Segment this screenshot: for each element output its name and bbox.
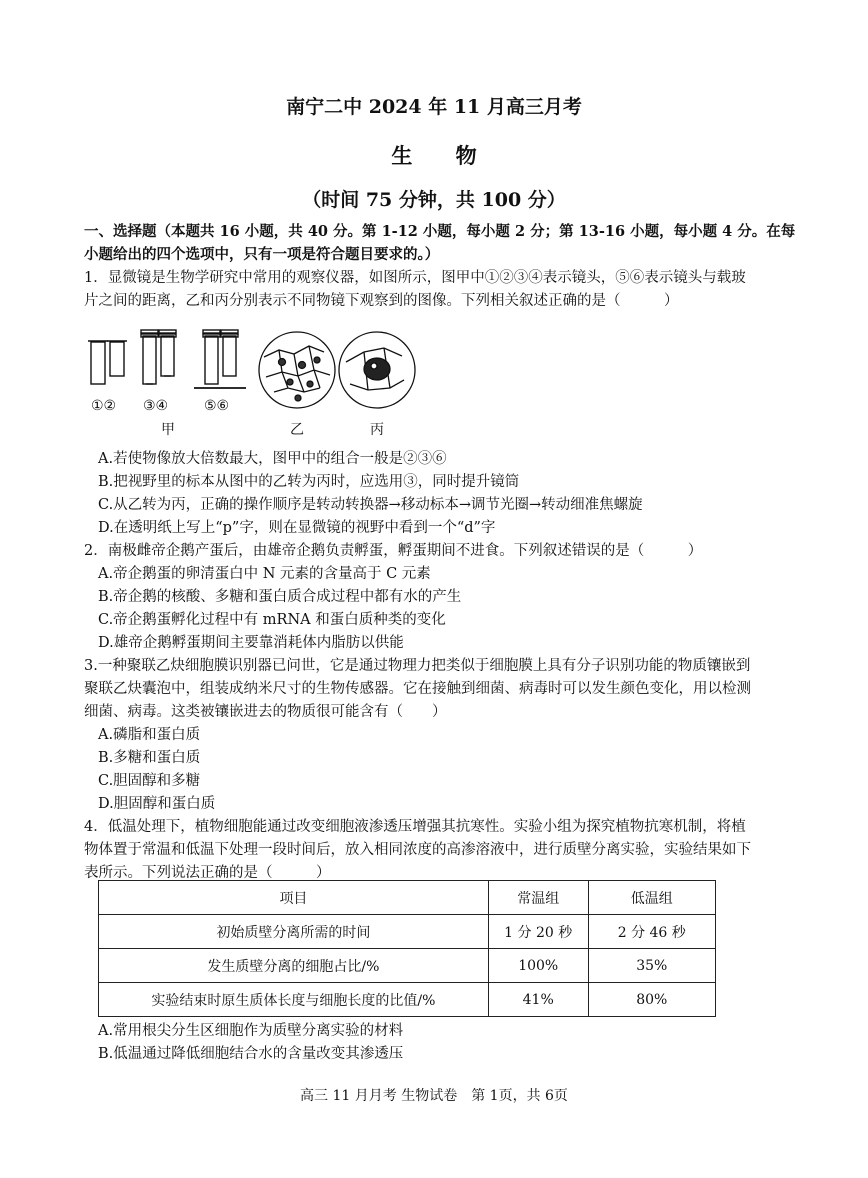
q3-stem-cont: 聚联乙炔囊泡中，组装成纳米尺寸的生物传感器。它在接触到细菌、病毒时可以发生颜色变化，用以检测 [84, 681, 751, 697]
eyepiece-lenses-icon [88, 341, 127, 384]
q2-option-c: C.帝企鹅蛋孵化过程中有 mRNA 和蛋白质种类的变化 [98, 612, 446, 628]
q2-option-b: B.帝企鹅的核酸、多糖和蛋白质合成过程中都有水的产生 [98, 589, 462, 605]
page-footer: 高三 11 月月考 生物试卷 第 1页，共 6页 [300, 1088, 568, 1104]
q2-option-d: D.雄帝企鹅孵蛋期间主要靠消耗体内脂肪以供能 [98, 635, 404, 651]
label-eyepieces: ①② [91, 398, 117, 414]
table-header-cell: 低温组 [588, 881, 715, 915]
q3-stem: 3.一种聚联乙炔细胞膜识别器已问世，它是通过物理力把类似于细胞膜上具有分子识别功能的物质镶嵌到 [84, 658, 751, 674]
subject-title: 生 物 [391, 143, 495, 168]
q4-stem-cont2: 表所示。下列说法正确的是（ ） [84, 865, 331, 881]
q3-option-b: B.多糖和蛋白质 [98, 750, 201, 766]
table-cell: 实验结束时原生质体长度与细胞长度的比值/% [99, 983, 489, 1017]
q1-stem: 1．显微镜是生物学研究中常用的观察仪器，如图所示，图甲中①②③④表示镜头，⑤⑥表示镜头与载玻 [84, 270, 746, 286]
q1-option-d: D.在透明纸上写上“p”字，则在显微镜的视野中看到一个“d”字 [98, 520, 496, 536]
table-cell: 35% [588, 949, 715, 983]
q3-stem-cont2: 细菌、病毒。这类被镶嵌进去的物质很可能含有（ ） [84, 704, 447, 720]
table-header-cell: 常温组 [488, 881, 588, 915]
table-cell: 1 分 20 秒 [488, 915, 588, 949]
objective-lenses-icon [141, 330, 176, 384]
exam-title: 南宁二中 2024 年 11 月高三月考 [286, 96, 582, 118]
distance-diagram-icon [194, 330, 246, 388]
table-header-row [99, 881, 716, 915]
q3-option-d: D.胆固醇和蛋白质 [98, 796, 216, 812]
table-cell: 100% [488, 949, 588, 983]
table-cell: 发生质壁分离的细胞占比/% [99, 949, 489, 983]
q4-stem-cont: 物体置于常温和低温下处理一段时间后，放入相同浓度的高渗溶液中，进行质壁分离实验，实验结果如下 [84, 842, 751, 858]
q1-option-b: B.把视野里的标本从图中的乙转为丙时，应选用③，同时提升镜筒 [98, 474, 520, 490]
table-row [99, 983, 716, 1017]
q1-option-c: C.从乙转为丙，正确的操作顺序是转动转换器→移动标本→调节光圈→转动细准焦螺旋 [98, 497, 643, 513]
section-heading: 一、选择题（本题共 16 小题，共 40 分。第 1-12 小题，每小题 2 分；第 13-16 小题，每小题 4 分。在每 [84, 223, 796, 240]
label-jia: 甲 [161, 422, 175, 438]
table-row [99, 949, 716, 983]
q2-stem: 2．南极雌帝企鹅产蛋后，由雄帝企鹅负责孵蛋，孵蛋期间不进食。下列叙述错误的是（ ） [84, 543, 703, 559]
q4-option-a: A.常用根尖分生区细胞作为质壁分离实验的材料 [98, 1023, 404, 1039]
q2-option-a: A.帝企鹅蛋的卵清蛋白中 N 元素的含量高于 C 元素 [98, 566, 431, 582]
section-heading-cont: 小题给出的四个选项中，只有一项是符合题目要求的。） [84, 246, 440, 263]
high-power-view-icon [339, 332, 415, 408]
label-yi: 乙 [290, 422, 304, 438]
low-power-view-icon [259, 332, 335, 408]
q1-option-a: A.若使物像放大倍数最大，图甲中的组合一般是②③⑥ [98, 451, 447, 467]
table-cell: 41% [488, 983, 588, 1017]
results-table [98, 880, 716, 1017]
time-note: （时间 75 分钟，共 100 分） [302, 189, 566, 211]
table-row [99, 915, 716, 949]
table-cell: 2 分 46 秒 [588, 915, 715, 949]
q4-option-b: B.低温通过降低细胞结合水的含量改变其渗透压 [98, 1046, 404, 1062]
q4-stem: 4．低温处理下，植物细胞能通过改变细胞液渗透压增强其抗寒性。实验小组为探究植物抗寒机制，将植 [84, 819, 746, 835]
table-header-cell: 项目 [99, 881, 489, 915]
q1-stem-cont: 片之间的距离，乙和丙分别表示不同物镜下观察到的图像。下列相关叙述正确的是（ ） [84, 293, 679, 309]
q3-option-c: C.胆固醇和多糖 [98, 773, 201, 789]
label-bing: 丙 [370, 422, 384, 438]
q3-option-a: A.磷脂和蛋白质 [98, 727, 201, 743]
label-objectives: ③④ [143, 398, 169, 414]
table-cell: 80% [588, 983, 715, 1017]
label-distances: ⑤⑥ [204, 398, 230, 414]
table-cell: 初始质壁分离所需的时间 [99, 915, 489, 949]
